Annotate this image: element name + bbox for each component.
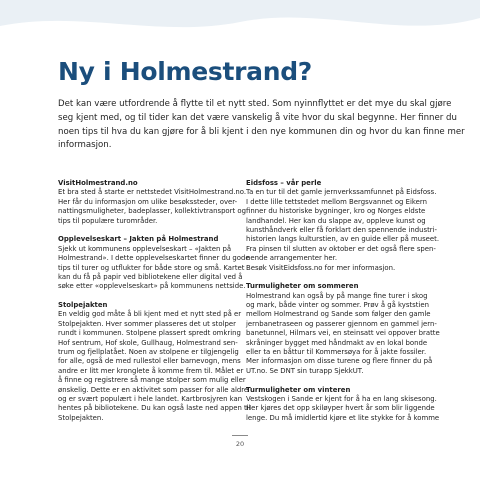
section-line: Fra pinsen til slutten av oktober er det også flere spen- [246, 244, 436, 253]
section-line: Her kjøres det opp skiløyper hvert år som blir liggende [246, 404, 435, 413]
section-gap [246, 376, 430, 385]
section-line: å finne og registrere så mange stolper som mulig eller [58, 376, 246, 385]
section-line: UT.no. Se DNT sin turapp SjekkUT. [246, 366, 364, 375]
section-line: banetunnel, Hilmars vei, en steinsatt vei oppover bratte [246, 329, 440, 338]
section-line: og er svært populært i hele landet. Kartbrosjyren kan [58, 394, 243, 403]
section-line: rundt i kommunen. Stolpene plassert spredt omkring [58, 329, 241, 338]
section-line: Besøk VisitEidsfoss.no for mer informasjon. [246, 263, 396, 272]
section-line: Et bra sted å starte er nettstedet VisitHolmestrand.no. [58, 188, 247, 197]
footer-divider [232, 435, 248, 436]
section-heading-winter-trips: Turmuligheter om vinteren [246, 385, 351, 394]
section-line: andre er litt mer kronglete å komme frem til. Målet er [58, 366, 244, 375]
section-heading-opplevelseskart: Opplevelseskart – Jakten på Holmestrand [58, 235, 219, 244]
section-line: søke etter «opplevelseskart» på kommunens nettside. [58, 282, 246, 291]
section-line: landhandel. Her kan du slappe av, oppleve kunst og [246, 216, 426, 225]
decorative-wave [0, 0, 480, 44]
page-number: 20 [235, 440, 245, 448]
section-line: lenge. Du må imidlertid kjøre et lite stykke for å komme [246, 413, 440, 422]
section-line: Her får du informasjon om ulike besøkssteder, over- [58, 197, 238, 206]
section-line: mellom Holmestrand og Sande som følger den gamle [246, 310, 431, 319]
section-line: kan du få på papir ved bibliotekene eller digital ved å [58, 272, 243, 281]
section-line: kunsthåndverk eller få forklart den spennende industri- [246, 225, 438, 234]
section-line: Mer informasjon om disse turene og flere finner du på [246, 357, 433, 366]
intro-line: Det kan være utfordrende å flytte til et nytt sted. Som nyinnflyttet er det mye du skal gjøre [58, 99, 452, 109]
section-heading-stolpejakten: Stolpejakten [58, 301, 108, 310]
section-line: Vestskogen i Sande er kjent for å ha en lang skisesong. [246, 394, 437, 403]
section-line: Ta en tur til det gamle jernverkssamfunnet på Eidsfoss. [246, 188, 437, 197]
section-heading-visitholmestrand: VisitHolmestrand.no [58, 179, 138, 187]
section-line: I dette lille tettstedet mellom Bergsvannet og Eikern [246, 197, 427, 206]
section-line: Hof sentrum, Hof skole, Gullhaug, Holmestrand sen- [58, 338, 238, 347]
intro-paragraph [58, 98, 465, 153]
section-line: Sjekk ut kommunens opplevelseskart – «Jakten på [58, 244, 232, 253]
section-line: Holmestrand». I dette opplevelseskartet finner du gode [58, 254, 250, 263]
section-line: og mark, både vinter og sommer. Prøv å gå kyststien [246, 301, 429, 310]
section-gap [58, 292, 242, 301]
section-line: nattingsmuligheter, badeplasser, kollektivtransport og [58, 207, 246, 216]
section-line: tips til populære turområder. [58, 216, 158, 225]
left-column [58, 179, 251, 423]
section-line: trum og fjellplatået. Noen av stolpene er tilgjengelig [58, 348, 239, 357]
section-heading-eidsfoss: Eidsfoss – vår perle [246, 179, 322, 187]
section-line: finner du historiske bygninger, kro og Norges eldste [246, 207, 426, 216]
section-line: eller ta en båttur til Kommersøya for å jakte fossiler. [246, 348, 427, 357]
section-line: ønskelig. Dette er en aktivitet som passer for alle aldre [58, 385, 249, 394]
section-line: historien langs kulturstien, av en guide eller på museet. [246, 235, 440, 244]
section-line: for alle, også de med rullestol eller barnevogn, mens [58, 357, 241, 366]
section-line: jernbanetraseen og passerer gjennom en gammel jern- [246, 319, 437, 328]
section-line: Stolpejakten. Hver sommer plasseres det ut stolper [58, 319, 236, 328]
intro-line: noen tips til hva du kan gjøre for å bli kjent i den nye kommunen din og hvor du kan finne mer [58, 126, 465, 137]
section-gap [246, 273, 430, 282]
section-gap [58, 226, 242, 235]
section-line: tips til turer og utflukter for både store og små. Kartet [58, 263, 245, 272]
section-line: Stolpejakten. [58, 413, 104, 422]
section-line: hentes på bibliotekene. Du kan også laste ned appen til [58, 404, 251, 413]
right-column [246, 179, 440, 423]
section-heading-summer-trips: Turmuligheter om sommeren [246, 282, 359, 291]
section-line: En veldig god måte å bli kjent med et nytt sted på er [58, 310, 242, 319]
intro-line: seg kjent med, og til tider kan det være vanskelig å vite hvor du skal begynne. Her finner du [58, 112, 457, 123]
section-line: skråninger bygget med håndmakt av en lokal bonde [246, 338, 428, 347]
intro-line: informasjon. [58, 140, 112, 151]
page-title: Ny i Holmestrand? [58, 57, 312, 86]
section-line: nende arrangementer her. [246, 254, 338, 263]
section-line: Holmestrand kan også by på mange fine turer i skog [246, 291, 428, 300]
